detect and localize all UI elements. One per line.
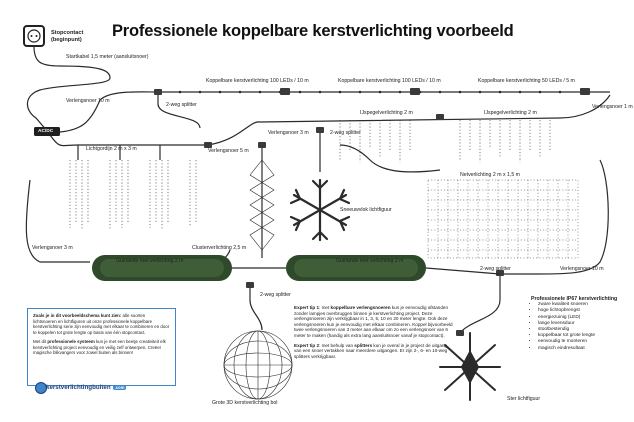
feature-item: • energiezuinig (LED) <box>538 315 617 321</box>
info-heading: Zoals je in dit voorbeeldschema kunt zien: <box>33 313 122 318</box>
tip1-text-b: kun je eenvoudig afstanden zonder lampjes overbruggen binnen je kerstverlichting project. Deze verlengsnoeren zijn verkrijgbaar in 1, 3, 5, 10 en 20 meter lengte. Ook deze verlengsnoeren kun je eenvoudig met elkaar combineren. Koppel bijvoorbeeld twee verlengsnoeren van 3 meter aan elkaar om zo een verlengsnoer van 6 meter te maken (handig als extra lang aansluitsnoer vanaf je stopcontact). <box>294 305 453 338</box>
net-light-label: Netverlichting 2 m x 1,5 m <box>460 172 520 178</box>
snowflake-label: Sneeuwvlok lichtfiguur <box>340 207 392 213</box>
extension-cord-5m-label: Verlengsnoer 5 m <box>208 148 249 154</box>
start-cable-label: Startkabel 1,5 meter (aansluitsnoer) <box>66 54 149 60</box>
info-text-2b: kun je met een beetje creativiteit elk kerstverlichting project eenvoudig en veilig zelf ontwerpen. Creëer magische blikvangers voor zowel buiten als binnen! <box>33 339 166 355</box>
extension-cord-3m-left-label: Verlengsnoer 3 m <box>32 245 73 251</box>
logo-com: .com <box>114 384 125 390</box>
extension-cord-10m-label: Verlengsnoer 10 m <box>66 98 110 104</box>
curtain-light-label: Lichtgordijn 2 m x 3 m <box>86 146 137 152</box>
features-heading: Professionele IP67 kerstverlichting <box>531 296 618 302</box>
net-lights <box>428 180 578 258</box>
extension-cord-3m-mid-label: Verlengsnoer 3 m <box>268 130 309 136</box>
socket-label-line2: (beginpunt) <box>51 37 82 43</box>
info-box <box>27 308 176 386</box>
socket-label-line1: Stopcontact <box>51 30 84 36</box>
splitter-mid-label: 2-weg splitter <box>330 130 361 136</box>
socket-icon <box>24 26 44 46</box>
tip2-text-b: kun je overal in je project de uitgang van een snoer vertakken naar meerdere uitgangen. Er zijn 2-, 6- en 10-weg splitters verkrijgbaar. <box>294 342 448 359</box>
icicle-label-1: IJspegelverlichting 2 m <box>360 110 413 116</box>
socket-label <box>51 30 83 44</box>
curtain-lights <box>70 160 196 230</box>
string-light-label-2: Koppelbare kerstverlichting 100 LEDs / 10 m <box>338 78 441 84</box>
feature-item: • lange levensduur <box>538 321 617 327</box>
ball-label: Grote 3D kerstverlichting bol <box>212 400 278 406</box>
page-title: Professionele koppelbare kerstverlichting voorbeeld <box>112 22 514 40</box>
tip2-label: Expert tip 2 <box>294 342 320 348</box>
icicle-label-2: IJspegelverlichting 2 m <box>484 110 537 116</box>
tip1-bold: koppelbare verlengsnoeren <box>330 305 391 310</box>
info-text-2-bold: professionele systeem <box>47 339 95 344</box>
wires <box>26 46 610 333</box>
expert-tips <box>294 305 454 363</box>
string-light-label-1: Koppelbare kerstverlichting 100 LEDs / 10 m <box>206 78 309 84</box>
tip2-text-a: : met behulp van <box>319 342 355 348</box>
feature-item: • hoge lichtopbrengst <box>538 308 617 314</box>
splitter-right-label: 2-weg splitter <box>480 266 511 272</box>
logo-text: kerstverlichtingbuiten <box>46 384 111 391</box>
garland-label-1: Guirlande met verlichting 2 m <box>116 258 184 264</box>
tip1-text-a: : met <box>319 305 331 310</box>
feature-item: • koppelbaar tot grote lengte <box>538 333 617 339</box>
splitter-bottom-label: 2-weg splitter <box>260 292 291 298</box>
extension-cord-1m-label: Verlengsnoer 1 m <box>592 104 633 110</box>
feature-item: • eenvoudig te monteren <box>538 339 617 345</box>
info-text-2a: Met dit <box>33 339 48 344</box>
star-label: Ster lichtfiguur <box>507 396 541 402</box>
feature-item: • magisch eindresultaat <box>538 346 617 352</box>
feature-item: • stootbestendig <box>538 327 617 333</box>
features-list <box>531 296 617 352</box>
icicle-lights <box>340 120 550 162</box>
splitter-top-label: 2-weg splitter <box>166 102 197 108</box>
string-light-label-3: Koppelbare kerstverlichting 50 LEDs / 5 m <box>478 78 575 84</box>
feature-item: • zware kwaliteit snoeren <box>538 302 617 308</box>
cluster-light-label: Clusterverlichting 2,5 m <box>192 245 247 251</box>
ac-dc-label: AC/DC <box>38 129 54 134</box>
garland-label-2: Guirlande met verlichting 2 m <box>336 258 404 264</box>
brand-logo[interactable] <box>46 384 126 391</box>
tip1-label: Expert tip 1 <box>294 305 320 310</box>
extension-cord-10m-right-label: Verlengsnoer 10 m <box>560 266 604 272</box>
tip2-bold: splitters <box>354 342 373 348</box>
3d-ball-figure <box>224 331 292 399</box>
info-text-1: alle soorten lichtsnoeren en lichtfiguren uit onze professionele koppelbare kerstverlichting serie zijn eenvoudig met elkaar te combineren en door te koppelen tot grote lengte op basis van één stopcontact. <box>33 313 170 335</box>
